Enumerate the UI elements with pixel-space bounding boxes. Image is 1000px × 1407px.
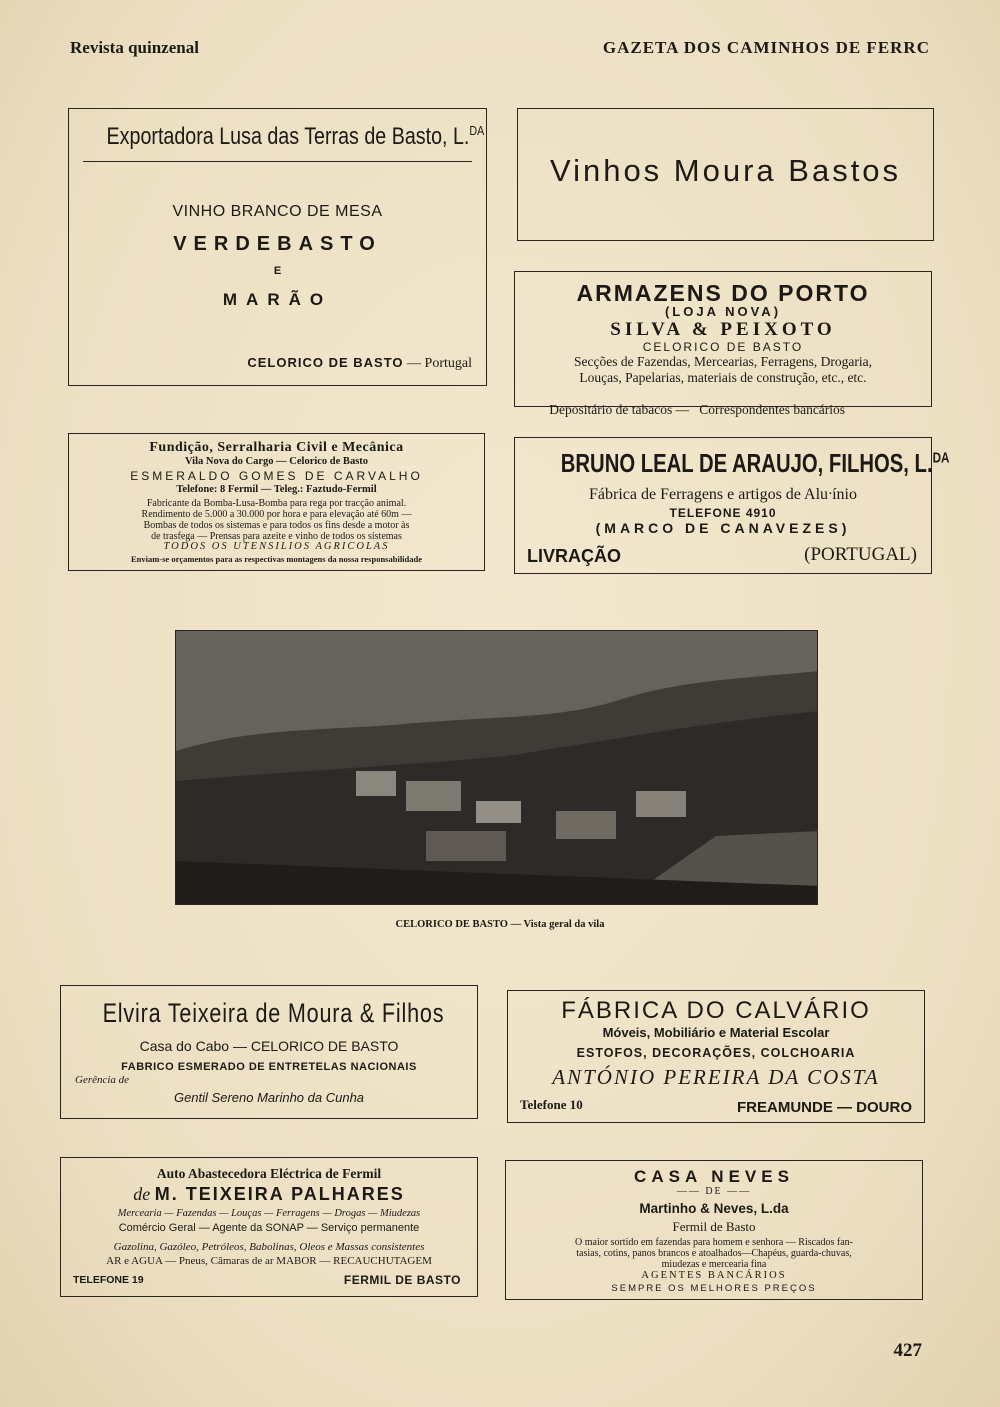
auto-l2: Comércio Geral — Agente da SONAP — Serviço permanente [118,1222,420,1234]
exportadora-brand1: VERDEBASTO [173,233,382,255]
ad-armazens [514,271,932,417]
casa-l3: miudezas e mercearia fina [661,1259,767,1270]
bruno-phone: TELEFONE 4910 [669,506,777,520]
ad-vinhos [517,108,934,241]
exportadora-country: — Portugal [407,356,472,371]
town-photograph-svg [176,631,818,905]
header-right: GAZETA DOS CAMINHOS DE FERRC [602,38,930,57]
auto-l3: Gazolina, Gazóleo, Petróleos, Babolinas, Oleos e Massas consistentes [113,1241,425,1253]
vinhos-title: Vinhos Moura Bastos [549,153,902,188]
armazens-place: CELORICO DE BASTO [642,340,804,354]
fundicao-phone: Telefone: 8 Fermil — Teleg.: Faztudo-Fermil [176,484,377,495]
calvario-title: FÁBRICA DO CALVÁRIO [561,997,871,1024]
armazens-l3b: Correspondentes bancários [699,402,846,417]
armazens-l1: Secções de Fazendas, Mercearias, Ferragens, Drogaria, [574,354,872,369]
armazens-title: ARMAZENS DO PORTO [576,280,870,306]
auto-title: Auto Abastecedora Eléctrica de Fermil [156,1166,382,1181]
ad-calvario [507,990,925,1123]
fundicao-place: Vila Nova do Cargo — Celorico de Basto [184,456,369,467]
casa-owner: Martinho & Neves, L.da [639,1201,789,1216]
exportadora-conj: E [273,265,282,277]
exportadora-place: CELORICO DE BASTO [247,355,404,370]
calvario-l1: Móveis, Mobiliário e Material Escolar [602,1025,830,1040]
ad-elvira [60,985,478,1119]
exportadora-title: Exportadora Lusa das Terras de Basto, L. [106,123,470,150]
fundicao-l4: de trasfega — Prensas para azeite e vinho de todos os sistemas [151,531,402,542]
fundicao-l6: Enviam-se orçamentos para as respectivas montagens da nossa responsabilidade [130,554,423,564]
casa-l1: O maior sortido em fazendas para homem e senhora — Riscados fan- [575,1237,853,1248]
auto-phone: TELEFONE 19 [73,1274,144,1286]
photo-caption-desc: — Vista geral da vila [510,919,605,930]
auto-owner: M. TEIXEIRA PALHARES [154,1184,405,1204]
photo-caption [0,919,1000,930]
fundicao-l1: Fabricante da Bomba-Lusa-Bomba para rega por tracção animal. [146,498,407,509]
bruno-l1b: ínio [832,486,857,503]
bruno-country: (PORTUGAL) [804,544,917,565]
elvira-l4: Gentil Sereno Marinho da Cunha [173,1090,365,1105]
fundicao-title: Fundição, Serralharia Civil e Mecânica [149,440,404,455]
bruno-sub: (MARCO DE CANAVEZES) [595,520,851,536]
divider [83,161,472,162]
exportadora-line1: VINHO BRANCO DE MESA [172,203,383,220]
ad-exportadora [68,108,487,386]
auto-place: FERMIL DE BASTO [343,1273,461,1287]
armazens-l2: Louças, Papelarias, materiais de construção, etc., etc. [579,370,867,385]
fundicao-l5: TODOS OS UTENSILIOS AGRICOLAS [163,541,390,552]
casa-place: Fermil de Basto [672,1219,756,1234]
photo-caption-place: CELORICO DE BASTO [395,919,508,930]
ad-fundicao [68,433,485,571]
auto-l4: AR e AGUA — Pneus, Câmaras de ar MABOR — RECAUCHUTAGEM [106,1255,432,1267]
casa-l5: SEMPRE OS MELHORES PREÇOS [611,1283,817,1294]
elvira-title: Elvira Teixeira de Moura & Filhos [102,998,445,1028]
calvario-l2: ESTOFOS, DECORAÇÕES, COLCHOARIA [576,1046,856,1060]
elvira-l1: Casa do Cabo — CELORICO DE BASTO [139,1038,399,1054]
bruno-title-sup: DA [932,449,950,467]
bruno-l1: Fábrica de Ferragens e artigos de Alu [588,486,829,503]
calvario-owner: ANTÓNIO PEREIRA DA COSTA [552,1065,880,1089]
page-number: 427 [893,1340,922,1361]
fundicao-l2: Rendimento de 5.000 a 30.000 por hora e para elevação até 60m — [141,509,412,520]
elvira-l3: Gerência de [75,1074,130,1086]
armazens-l3a: Depositário de tabacos — [549,402,690,417]
auto-l1: Mercearia — Fazendas — Louças — Ferragens — Drogas — Miudezas [117,1208,421,1219]
fundicao-l3: Bombas de todos os sistemas e para todos os fins desde a motor às [143,520,410,531]
exportadora-brand2: MARÃO [222,290,333,309]
ad-auto [60,1157,478,1297]
calvario-place: FREAMUNDE — DOURO [737,1099,912,1116]
bruno-place: LIVRAÇÃO [527,546,621,566]
casa-l4: AGENTES BANCÁRIOS [641,1270,787,1281]
ad-casa-neves [505,1160,923,1300]
armazens-owners: SILVA & PEIXOTO [610,319,836,340]
auto-de: de [133,1184,151,1204]
calvario-phone: Telefone 10 [520,1097,583,1112]
armazens-sub: (LOJA NOVA) [664,304,782,319]
ad-bruno: BRUNO LEAL DE ARAUJO, FILHOS, L.$^{DA}$ Fábrica de Ferragens e artigos de Aluᐧínio TELEFONE 4910 (MARCO DE CANAVEZES) LIVRAÇÃO (PORTUGAL) [514,437,932,574]
town-photograph [175,630,818,905]
exportadora-title-sup: DA [469,123,485,138]
header-left: Revista quinzenal [70,38,199,57]
casa-de-text: DE [705,1186,723,1197]
casa-de: —— DE —— [676,1186,752,1197]
elvira-l2: FABRICO ESMERADO DE ENTRETELAS NACIONAIS [121,1061,417,1073]
casa-title: CASA NEVES [634,1167,794,1186]
casa-l2: tasias, cotins, panos brancos e atoalhados—Chapéus, guarda-chuvas, [576,1248,852,1259]
bruno-title: BRUNO LEAL DE ARAUJO, FILHOS, L. [560,448,933,478]
fundicao-owner: ESMERALDO GOMES DE CARVALHO [130,469,423,483]
